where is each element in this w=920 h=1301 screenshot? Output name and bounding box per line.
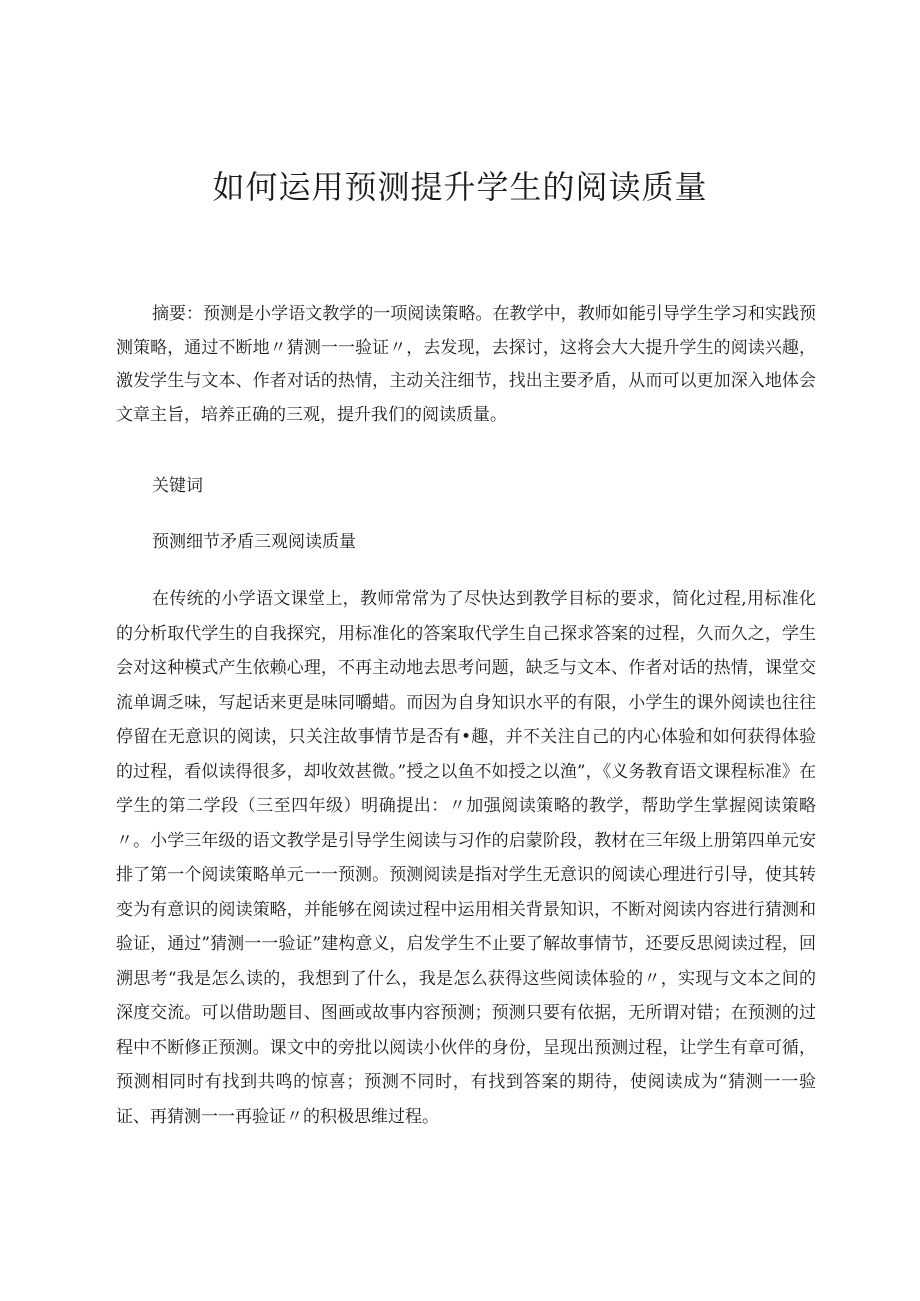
- keywords-label: 关键词: [152, 476, 203, 496]
- document-title: 如何运用预测提升学生的阅读质量: [212, 168, 708, 206]
- body-paragraph: 在传统的小学语文课堂上，教师常常为了尽快达到教学目标的要求，简化过程,用标准化的分析取代学生的自我探究，用标准化的答案取代学生自己探求答案的过程，久而久之，学生会对这种模式产生依赖心理，不再主动地去思考问题，缺乏与文本、作者对话的热情，课堂交流单调乏味，写起话来更是味同嚼蜡。而因为自身知识水平的有限，小学生的课外阅读也往往停留在无意识的阅读，只关注故事情节是否有•趣，并不关注自己的内心体验和如何获得体验的过程，看似读得很多，却收效甚微。”授之以鱼不如授之以渔”，《义务教育语文课程标准》在学生的第二学段（三至四年级）明确提出：〃加强阅读策略的教学，帮助学生掌握阅读策略〃。小学三年级的语文教学是引导学生阅读与习作的启蒙阶段，教材在三年级上册第四单元安排了第一个阅读策略单元一一预测。预测阅读是指对学生无意识的阅读心理进行引导，使其转变为有意识的阅读策略，并能够在阅读过程中运用相关背景知识，不断对阅读内容进行猜测和验证，通过”猜测一一验证”建构意义，启发学生不止要了解故事情节，还要反思阅读过程，回溯思考“我是怎么读的，我想到了什么，我是怎么获得这些阅读体验的〃，实现与文本之间的深度交流。可以借助题目、图画或故事内容预测；预测只要有依据，无所谓对错；在预测的过程中不断修正预测。课文中的旁批以阅读小伙伴的身份，呈现出预测过程，让学生有章可循，预测相同时有找到共鸣的惊喜；预测不同时，有找到答案的期待，使阅读成为“猜测一一验证、再猜测一一再验证〃的积极思维过程。: [116, 589, 816, 1127]
- abstract-paragraph: 摘要：预测是小学语文教学的一项阅读策略。在教学中，教师如能引导学生学习和实践预测策略，通过不断地〃猜测一一验证〃，去发现，去探讨，这将会大大提升学生的阅读兴趣，激发学生与文本、作者对话的热情，主动关注细节，找出主要矛盾，从而可以更加深入地体会文章主旨，培养正确的三观，提升我们的阅读质量。: [116, 304, 816, 425]
- keywords-list: 预测细节矛盾三观阅读质量: [152, 532, 356, 552]
